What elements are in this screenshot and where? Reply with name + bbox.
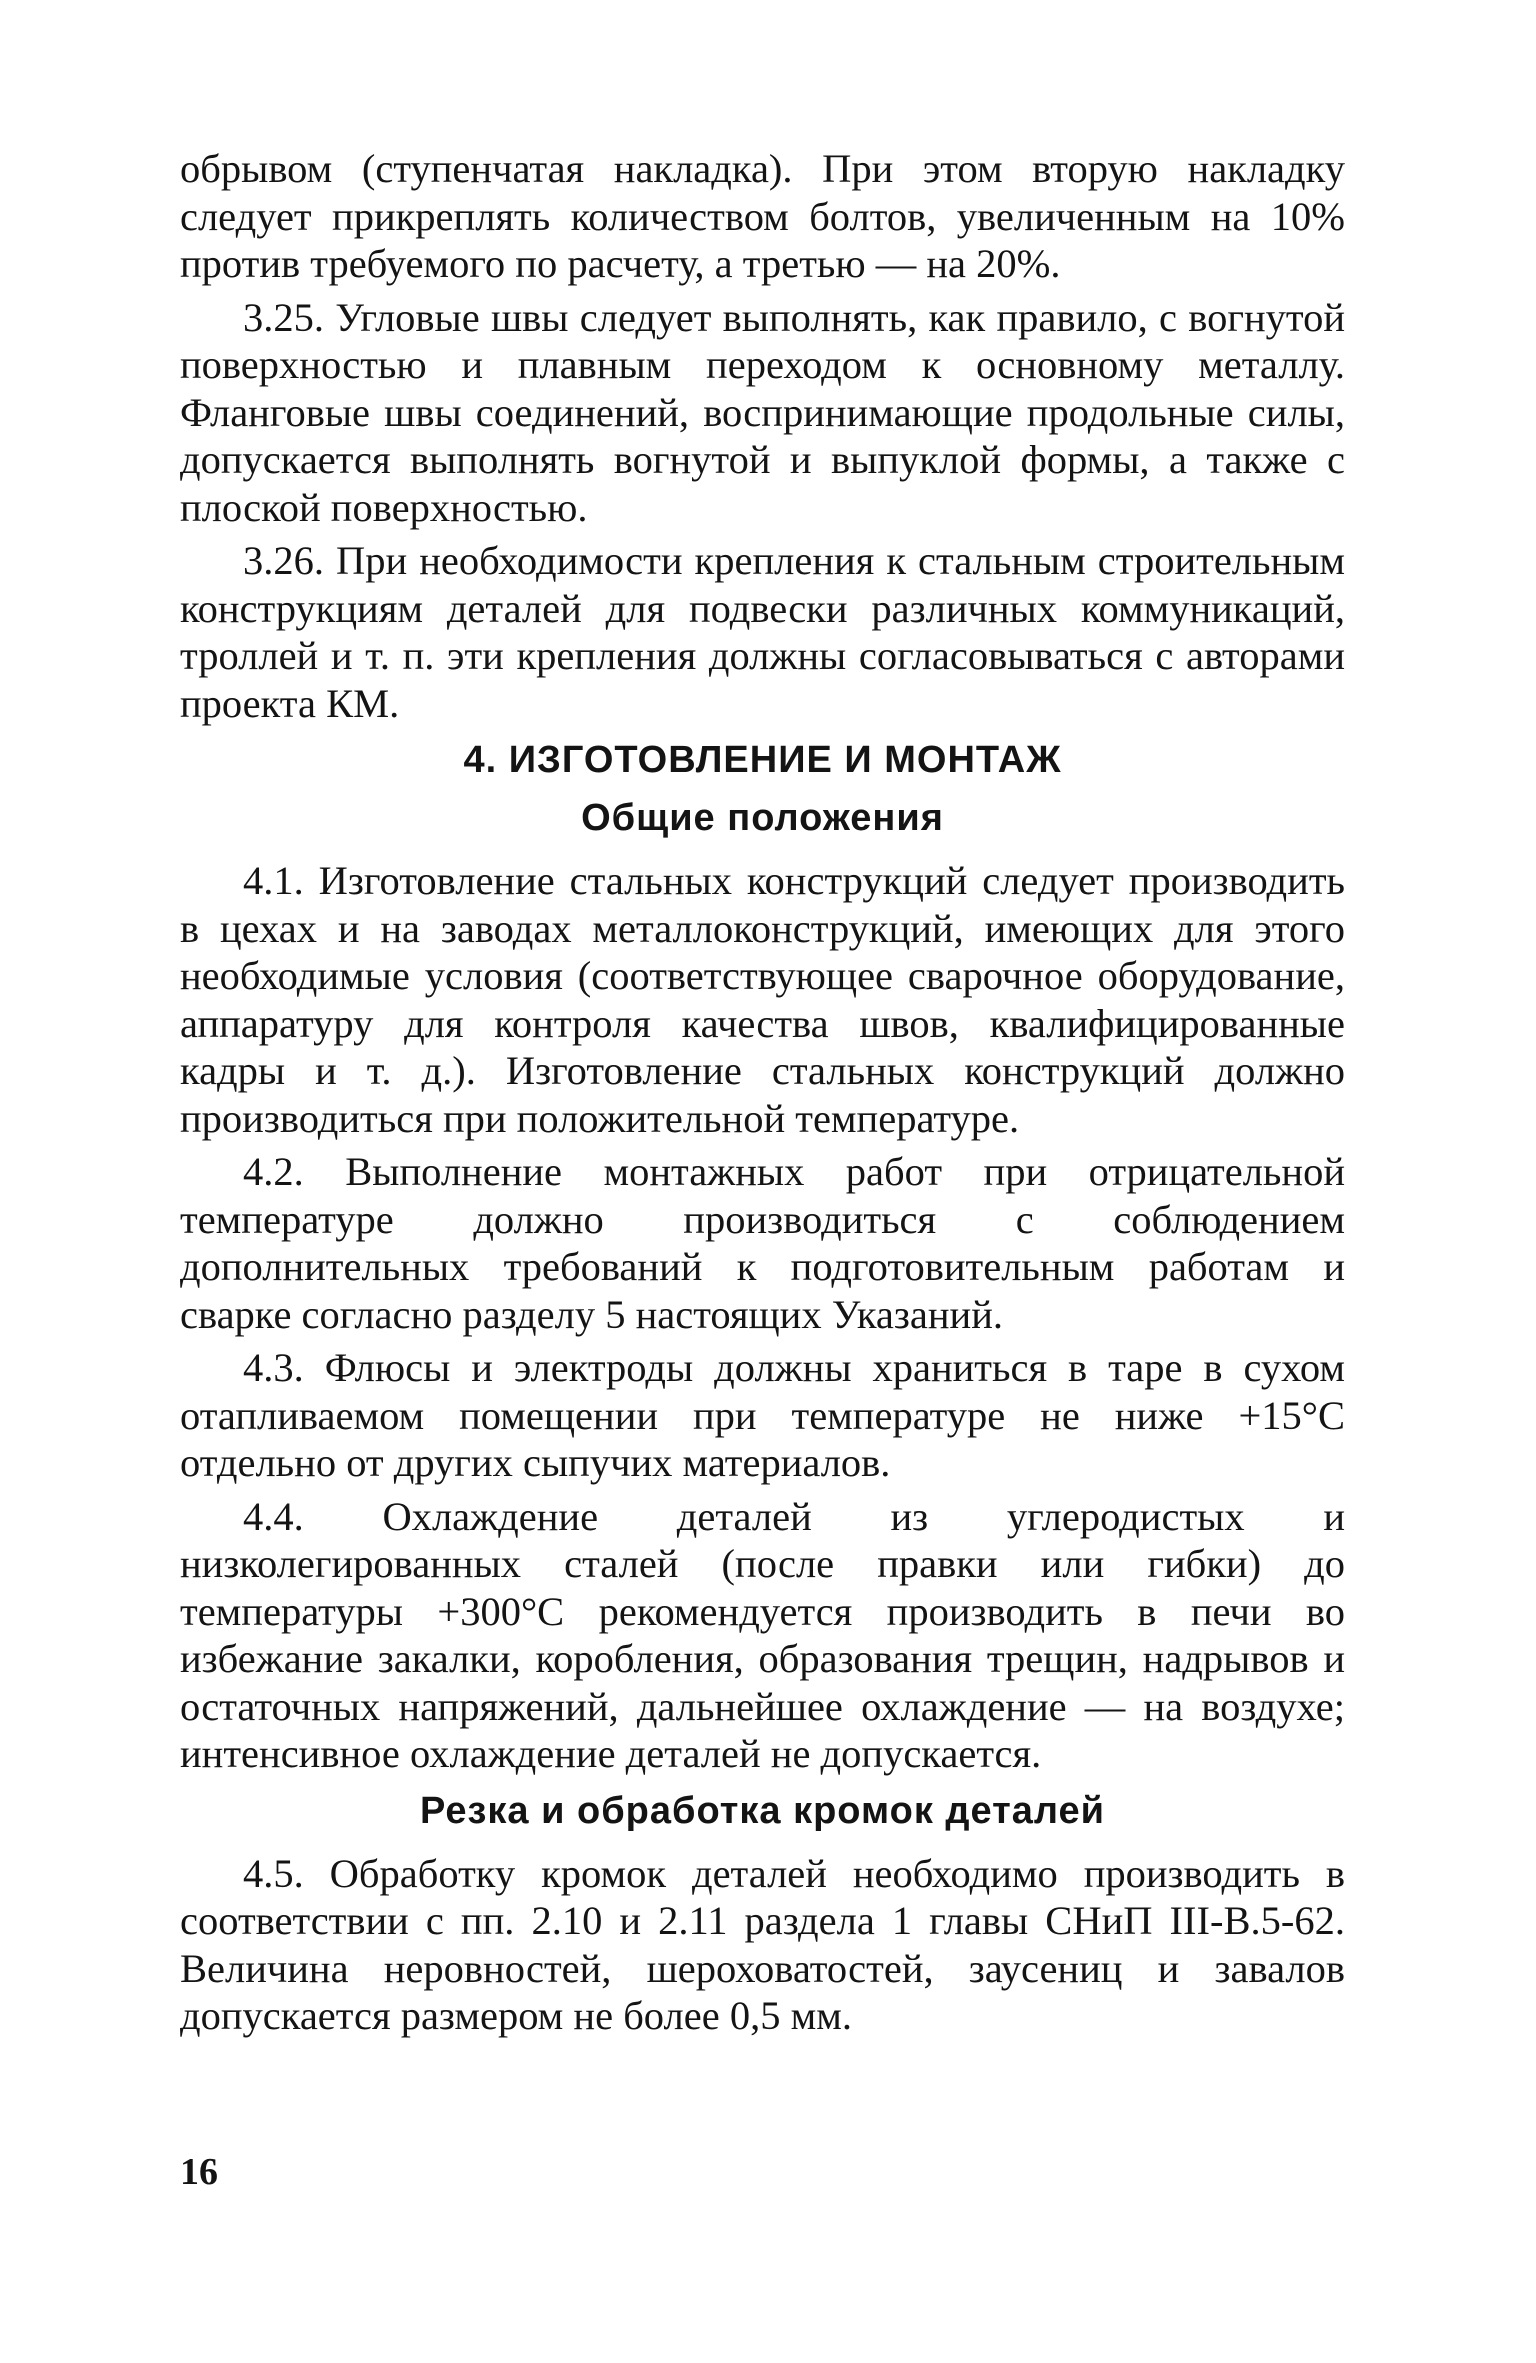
paragraph-3-26: 3.26. При необходимости крепления к стальным строительным конструкциям деталей для подвески различных коммуникаций, троллей и т. п. эти крепления должны согласовываться с авторами проекта КМ.: [180, 538, 1345, 726]
paragraph-4-1: 4.1. Изготовление стальных конструкций следует производить в цехах и на заводах металлоконструкций, имеющих для этого необходимые условия (соответствующее сварочное оборудование, аппаратуру для контроля качества швов, квалифицированные кадры и т. д.). Изготовление стальных конструкций должно производиться при положительной температуре.: [180, 858, 1345, 1141]
section-heading: 4. ИЗГОТОВЛЕНИЕ И МОНТАЖ: [463, 739, 1062, 781]
paragraph-4-5: 4.5. Обработку кромок деталей необходимо производить в соответствии с пп. 2.10 и 2.11 раздела 1 главы СНиП III-В.5-62. Величина неровностей, шероховатостей, заусениц и завалов допускается размером не более 0,5 мм.: [180, 1850, 1345, 2038]
paragraph-4-4: 4.4. Охлаждение деталей из углеродистых и низколегированных сталей (после правки или гибки) до температуры +300°С рекомендуется производить в печи во избежание закалки, коробления, образования трещин, надрывов и остаточных напряжений, дальнейшее охлаждение — на воздухе; интенсивное охлаждение деталей не допускается.: [180, 1493, 1345, 1776]
paragraph-3-25: 3.25. Угловые швы следует выполнять, как правило, с вогнутой поверхностью и плавным переходом к основному металлу. Фланговые швы соединений, воспринимающие продольные силы, допускается выполнять вогнутой и выпуклой формы, а также с плоской поверхностью.: [180, 294, 1345, 530]
page-number: 16: [180, 2151, 218, 2193]
document-page: [180, 145, 1345, 2046]
subsection-heading-cutting: Резка и обработка кромок деталей: [419, 1789, 1106, 1832]
paragraph-4-3: 4.3. Флюсы и электроды должны храниться в таре в сухом отапливаемом помещении при температуре не ниже +15°С отдельно от других сыпучих материалов.: [180, 1345, 1345, 1485]
subsection-heading-general: Общие положения: [581, 797, 944, 839]
paragraph-continuation: обрывом (ступенчатая накладка). При этом вторую накладку следует прикреплять количеством болтов, увеличенным на 10% против требуемого по расчету, а третью — на 20%.: [180, 146, 1345, 286]
paragraph-4-2: 4.2. Выполнение монтажных работ при отрицательной температуре должно производиться с соблюдением дополнительных требований к подготовительным работам и сварке согласно разделу 5 настоящих Указаний.: [180, 1149, 1345, 1337]
